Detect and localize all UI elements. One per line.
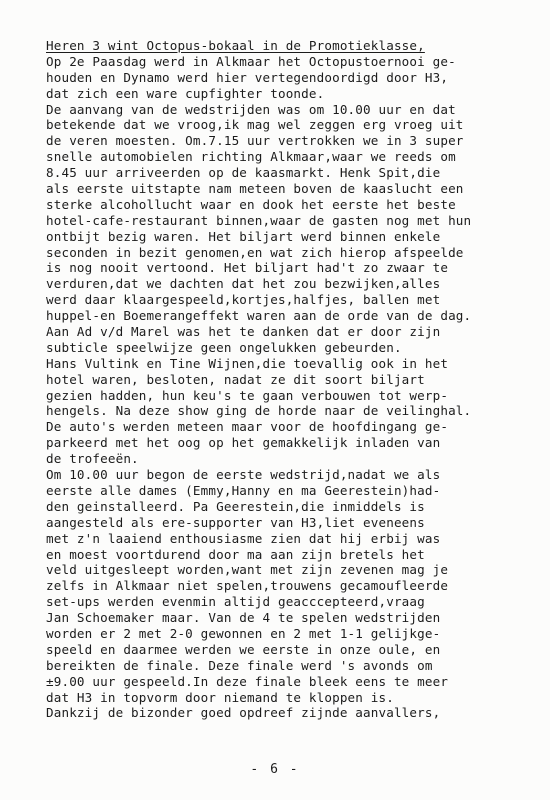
text-line: set-ups werden evenmin altijd geacccepteerd,vraag (46, 594, 425, 610)
text-line: Dankzij de bizonder goed opdreef zijnde aanvallers, (46, 705, 441, 721)
text-line: parkeerd met het oog op het gemakkelijk inladen van (46, 435, 441, 451)
text-line: dat zich een ware cupfighter toonde. (46, 85, 325, 101)
text-line: veld uitgesleept worden,want met zijn zevenen mag je (46, 562, 449, 578)
text-line: betekende dat we vroog,ik mag wel zeggen erg vroeg uit (46, 117, 464, 133)
page-number: - 6 - (250, 762, 300, 777)
text-line: hotel waren, besloten, nadat ze dit soort biljart (46, 371, 425, 387)
text-line: aangesteld als ere-supporter van H3,liet eveneens (46, 514, 425, 530)
text-line: werd daar klaargespeeld,kortjes,halfjes, ballen met (46, 292, 441, 308)
text-line: De aanvang van de wedstrijden was om 10.00 uur en dat (46, 101, 456, 117)
text-line: worden er 2 met 2-0 gewonnen en 2 met 1-1 gelijkge- (46, 625, 441, 641)
text-line: eerste alle dames (Emmy,Hanny en ma Geerestein)had- (46, 482, 441, 498)
text-line: seconden in bezit genomen,en wat zich hierop afspeelde (46, 244, 464, 260)
text-line: verduren,dat we dachten dat het zou bezwijken,alles (46, 276, 441, 292)
text-line: bereikten de finale. Deze finale werd 's avonds om (46, 657, 433, 673)
text-line: Jan Schoemaker maar. Van de 4 te spelen wedstrijden (46, 610, 441, 626)
text-line: de veren moesten. Om.7.15 uur vertrokken we in 3 super (46, 133, 464, 149)
text-line: subticle speelwijze geen ongelukken gebeurden. (46, 339, 402, 355)
text-line: houden en Dynamo werd hier vertegendoordigd door H3, (46, 69, 449, 85)
text-line: ±9.00 uur gespeeld.In deze finale bleek eens te meer (46, 673, 449, 689)
text-line: ontbijt bezig waren. Het biljart werd binnen enkele (46, 228, 441, 244)
text-line: de trofeeën. (46, 451, 139, 467)
text-line: Op 2e Paasdag werd in Alkmaar het Octopustoernooi ge- (46, 53, 456, 69)
article-title: Heren 3 wint Octopus-bokaal in de Promotieklasse, (46, 38, 425, 53)
text-line: sterke alcohollucht waar en dook het eerste het beste (46, 196, 456, 212)
text-line: zelfs in Alkmaar niet spelen,trouwens gecamoufleerde (46, 578, 449, 594)
text-line: Om 10.00 uur begon de eerste wedstrijd,nadat we als (46, 467, 441, 483)
text-line: hotel-cafe-restaurant binnen,waar de gasten nog met hun (46, 212, 472, 228)
text-line: met z'n laaiend enthousiasme zien dat hij erbij was (46, 530, 441, 546)
text-line: Hans Vultink en Tine Wijnen,die toevallig ook in het (46, 355, 449, 371)
text-line: 8.45 uur arriveerden op de kaasmarkt. Henk Spit,die (46, 165, 441, 181)
text-line: als eerste uitstapte nam meteen boven de kaaslucht een (46, 181, 464, 197)
text-line: snelle automobielen richting Alkmaar,waar we reeds om (46, 149, 456, 165)
text-line: Aan Ad v/d Marel was het te danken dat er door zijn (46, 324, 441, 340)
text-line: is nog nooit vertoond. Het biljart had't zo zwaar te (46, 260, 449, 276)
text-line: gezien hadden, hun keu's te gaan verbouwen tot werp- (46, 387, 449, 403)
text-line: den geinstalleerd. Pa Geerestein,die inmiddels is (46, 498, 425, 514)
text-line: De auto's werden meteen maar voor de hoofdingang ge- (46, 419, 449, 435)
article-body (46, 38, 542, 721)
text-line: speeld en daarmee werden we eerste in onze oule, en (46, 641, 441, 657)
text-line: hengels. Na deze show ging de horde naar de veilinghal. (46, 403, 472, 419)
text-line: huppel-en Boemerangeffekt waren aan de orde van de dag. (46, 308, 472, 324)
text-line: dat H3 in topvorm door niemand te kloppen is. (46, 689, 394, 705)
text-line: en moest voortdurend door ma aan zijn bretels het (46, 546, 425, 562)
